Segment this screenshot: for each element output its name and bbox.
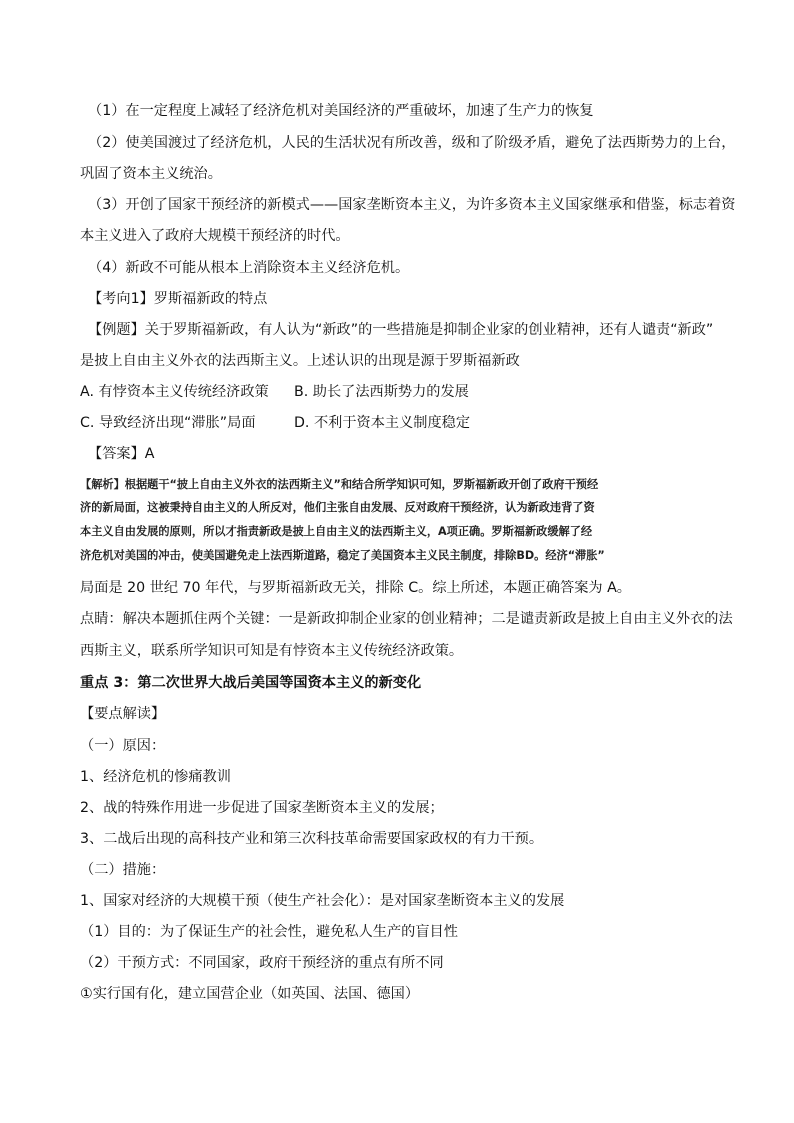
analysis-line-3: 本主义自由发展的原则，所以才指责新政是披上自由主义的法西斯主义，A项正确。罗斯福新政缓解了经 [80,525,593,538]
measures-heading: （二）措施： [80,862,166,878]
paragraph-2: （2）使美国渡过了经济危机，人民的生活状况有所改善，级和了阶级矛盾，避免了法西斯势力的上台， [88,135,736,151]
paragraph-1: （1）在一定程度上减轻了经济危机对美国经济的严重破坏，加速了生产力的恢复 [88,103,594,119]
option-b: B. 助长了法西斯势力的发展 [294,384,469,400]
analysis-line-5: 局面是 20 世纪 70 年代，与罗斯福新政无关，排除 C。综上所述，本题正确答案为 A。 [80,580,631,596]
paragraph-2-cont: 巩固了资本主义统治。 [80,166,222,182]
measure-1-nationalization: ①实行国有化，建立国营企业（如英国、法国、德国） [80,986,420,1002]
example-question-line-1: 【例题】关于罗斯福新政，有人认为“新政”的一些措施是抑制企业家的创业精神，还有人谴责“新政” [88,322,714,338]
measure-1: 1、国家对经济的大规模干预（使生产社会化）：是对国家垄断资本主义的发展 [80,893,565,909]
option-c: C. 导致经济出现“滞胀”局面 [80,415,256,431]
analysis-line-4: 济危机对美国的冲击，使美国避免走上法西斯道路，稳定了美国资本主义民主制度，排除BD。经济“滞胀” [80,549,605,562]
answer: 【答案】A [88,446,155,462]
cause-3: 3、二战后出现的高科技产业和第三次科技革命需要国家政权的有力干预。 [80,831,544,847]
tip-line-1: 点睛：解决本题抓住两个关键：一是新政抑制企业家的创业精神；二是谴责新政是披上自由主义外衣的法 [80,611,733,627]
key-points-label: 【要点解读】 [80,706,166,722]
kaoxiang-heading: 【考向1】罗斯福新政的特点 [88,291,268,307]
option-d: D. 不利于资本主义制度稳定 [294,415,471,431]
analysis-line-1: 【解析】根据题干“披上自由主义外衣的法西斯主义”和结合所学知识可知，罗斯福新政开创了政府干预经 [80,478,599,491]
analysis-line-2: 济的新局面，这被秉持自由主义的人所反对，他们主张自由发展、反对政府干预经济，认为新政违背了资 [80,501,595,514]
causes-heading: （一）原因： [80,738,166,754]
tip-line-2: 西斯主义，联系所学知识可知是有悖资本主义传统经济政策。 [80,643,464,659]
paragraph-3: （3）开创了国家干预经济的新模式——国家垄断资本主义，为许多资本主义国家继承和借鉴，标志着资 [88,197,736,213]
measure-1-goal: （1）目的：为了保证生产的社会性，避免私人生产的盲目性 [80,924,458,940]
measure-1-method: （2）干预方式：不同国家，政府干预经济的重点有所不同 [80,955,444,971]
cause-2: 2、战的特殊作用进一步促进了国家垄断资本主义的发展； [80,800,444,816]
section-title: 重点 3：第二次世界大战后美国等国资本主义的新变化 [80,675,422,691]
cause-1: 1、经济危机的惨痛教训 [80,769,231,785]
paragraph-4: （4）新政不可能从根本上消除资本主义经济危机。 [88,260,410,276]
example-question-line-2: 是披上自由主义外衣的法西斯主义。上述认识的出现是源于罗斯福新政 [80,353,520,369]
option-a: A. 有悖资本主义传统经济政策 [80,384,269,400]
paragraph-3-cont: 本主义进入了政府大规模干预经济的时代。 [80,228,350,244]
